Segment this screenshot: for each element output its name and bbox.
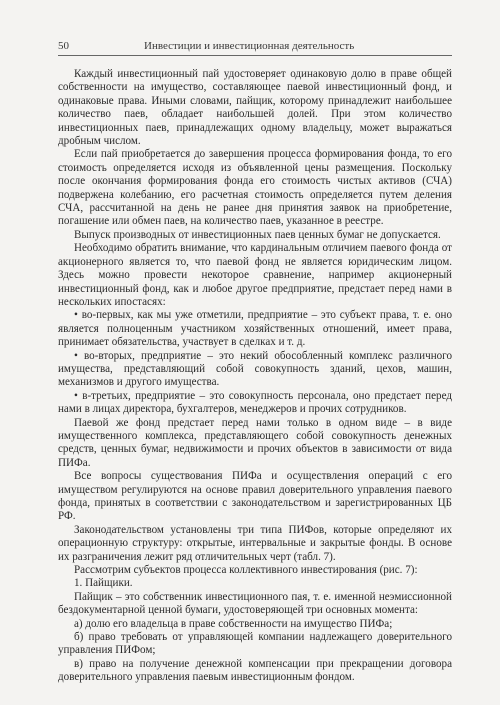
paragraph: Пайщик – это собственник инвестиционного пая, т. е. именной неэмиссионной бездокументарной ценной бумаги, удостоверяющей три основных момента: [58,590,452,617]
running-header [58,40,452,56]
bullet-item: • во-первых, как мы уже отметили, предприятие – это субъект права, т. е. оно является полноценным участником хозяйственных отношений, имеет права, принимает обязательства, участвует в сделках и т. д. [58,309,452,349]
bullet-item: • в-третьих, предприятие – это совокупность персонала, оно предстает перед нами в лицах директора, бухгалтеров, менеджеров и прочих сотрудников. [58,389,452,416]
paragraph: Законодательством установлены три типа ПИФов, которые определяют их операционную структуру: открытые, интервальные и закрытые фонды. В основе их разграничения лежит ряд отличительных черт (табл. 7). [58,523,452,563]
running-title: Инвестиции и инвестиционная деятельность [144,40,355,52]
paragraph: Каждый инвестиционный пай удостоверяет одинаковую долю в праве общей собственности на имущество, составляющее паевой инвестиционный фонд, и одинаковые права. Иными словами, пайщик, которому принадлежит наибольшее количество паев, обладает наибольшей долей. При этом количество инвестиционных паев, принадлежащих одному владельцу, может выражаться дробным числом. [58,68,452,148]
list-item: а) долю его владельца в праве собственности на имущество ПИФа; [74,617,393,630]
numbered-heading: 1. Пайщики. [74,577,133,590]
paragraph: Необходимо обратить внимание, что кардинальным отличием паевого фонда от акционерного является то, что паевой фонд не является юридическим лицом. Здесь можно провести некоторое сравнение, например акционерный инвестиционный фонд, как и любое другое предприятие, предстает перед нами в нескольких ипостасях: [58,242,452,308]
paragraph: Выпуск производных от инвестиционных паев ценных бумаг не допускается. [74,228,441,241]
paragraph: Паевой же фонд предстает перед нами только в одном виде – в виде имущественного комплекса, представляющего собой совокупность денежных средств, ценных бумаг, недвижимости и прочих объектов в зависимости от вида ПИФа. [58,416,452,469]
list-item: б) право требовать от управляющей компании надлежащего доверительного управления ПИФом; [58,631,452,657]
list-item: в) право на получение денежной компенсации при прекращении договора доверительного управления паевым инвестиционным фондом. [58,657,452,684]
paragraph: Рассмотрим субъектов процесса коллективного инвестирования (рис. 7): [74,564,418,577]
page-number: 50 [58,40,69,52]
paragraph: Все вопросы существования ПИФа и осуществления операций с его имуществом регулируются на основе правил доверительного управления паевого фонда, принятых в соответствии с законодательством и зарегистрированных ЦБ РФ. [58,470,452,523]
paragraph: Если пай приобретается до завершения процесса формирования фонда, то его стоимость определяется исходя из объявленной цены размещения. Поскольку после окончания формирования фонда его стоимость чистых активов (СЧА) подвержена колебанию, его расчетная стоимость определяется путем деления СЧА, рассчитанной на день не ранее дня принятия заявок на приобретение, погашение или обмен паев, на количество паев, указанное в реестре. [58,148,452,228]
bullet-item: • во-вторых, предприятие – это некий обособленный комплекс различного имущества, представляющий собой совокупность зданий, цехов, машин, механизмов и другого имущества. [58,349,452,389]
body-text [58,68,452,685]
